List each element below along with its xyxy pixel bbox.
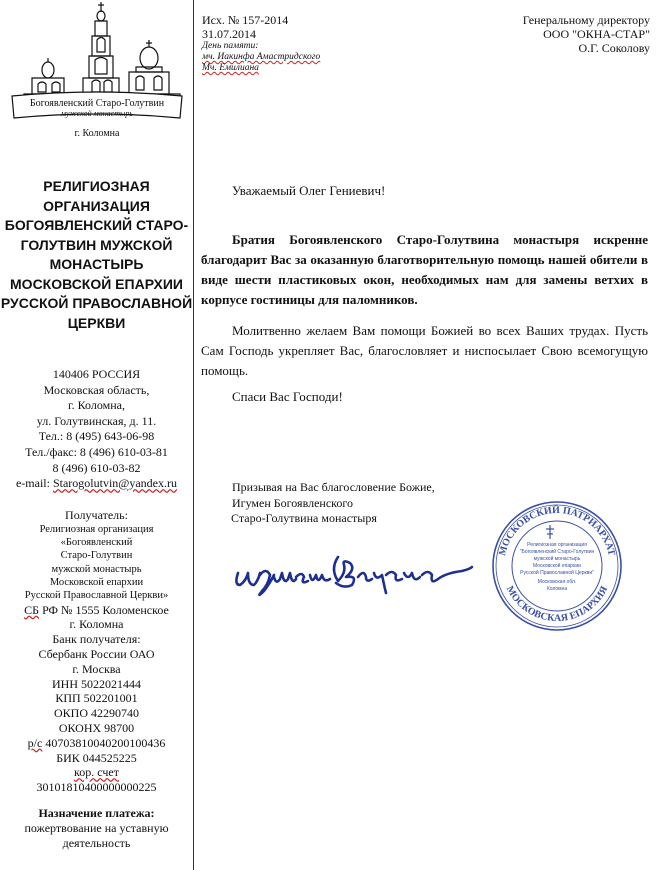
bank-city: г. Москва (72, 661, 121, 676)
svg-text:"Богоявленский Старо-Голутвин: "Богоявленский Старо-Голутвин (519, 549, 595, 555)
street: ул. Голутвинская, д. 11. (36, 413, 157, 428)
svg-text:мужской монастырь: мужской монастырь (60, 109, 134, 118)
recipient-org-line: Московской епархии (49, 576, 144, 588)
email-line: e-mail: Starogolutvin@yandex.ru (15, 476, 177, 491)
bik: БИК 044525225 (56, 750, 137, 765)
recipient-org-line: Религиозная организация (39, 523, 154, 535)
sberbank-branch: СБ РФ № 1555 Коломенское (24, 602, 169, 617)
closing-block (232, 480, 435, 527)
reference-date: 31.07.2014 (202, 27, 256, 41)
kpp: КПП 502201001 (55, 691, 138, 706)
svg-text:Коломна: Коломна (546, 586, 568, 592)
paragraph-blessing: Спаси Вас Господи! (232, 389, 343, 404)
svg-text:Московской епархии: Московской епархии (533, 563, 581, 569)
column-divider (193, 0, 194, 870)
addressee-position: Генеральному директору (522, 13, 650, 27)
bank-heading: Банк получателя: (52, 632, 141, 647)
addressee-name: О.Г. Соколову (578, 41, 650, 55)
postal-address (0, 367, 193, 492)
closing-line: Старо-Голутвина монастыря (231, 511, 377, 525)
monastery-logo (4, 0, 190, 142)
svg-text:Религиозная организация: Религиозная организация (527, 542, 587, 548)
org-title-line: МОСКОВСКОЙ ЕПАРХИИ (10, 275, 183, 292)
recipient-org-line: Русской Православной Церкви» (24, 590, 169, 602)
paragraph-gratitude: Братия Богоявленского Старо-Голутвина монастыря искренне благодарит Вас за оказанную благотворительную помощь нашей обители в виде шести пластиковых окон, необходимых нам для замены ветхих в корпусе гостиницы для паломников. (201, 232, 648, 307)
bank-details (0, 508, 193, 850)
org-title-line: РЕЛИГИОЗНАЯ (43, 178, 150, 194)
svg-text:МОСКОВСКАЯ ЕПАРХИЯ: МОСКОВСКАЯ ЕПАРХИЯ (503, 584, 611, 625)
corr-account-label: кор. счет (74, 765, 119, 780)
memory-label: День памяти: (202, 41, 259, 51)
sender-column (0, 0, 193, 870)
region: Московская область, (43, 382, 150, 397)
purpose-line: пожертвование на уставную (24, 820, 169, 835)
okpo: ОКПО 42290740 (53, 706, 139, 721)
zip-country: 140406 РОССИЯ (52, 367, 141, 381)
phone: Тел.: 8 (495) 643-06-98 (38, 429, 155, 444)
branch-city: г. Коломна (69, 617, 124, 632)
addressee-block (523, 13, 650, 55)
handwritten-signature (226, 545, 476, 605)
org-title-line: РУССКОЙ ПРАВОСЛАВНОЙ (0, 295, 193, 311)
recipient-org-line: Старо-Голутвин (60, 550, 133, 562)
org-title-line: МОНАСТЫРЬ (49, 256, 144, 272)
recipient-org-line: «Богоявленский (60, 537, 133, 549)
closing-line: Призывая на Вас благословение Божие, (232, 480, 435, 494)
letter-body (201, 230, 648, 407)
org-title-line: ЦЕРКВИ (67, 314, 126, 331)
email-link[interactable]: Starogolutvin@yandex.ru (52, 476, 177, 491)
phone-2: 8 (496) 610-03-82 (52, 460, 141, 475)
outgoing-reference (202, 13, 320, 74)
purpose-line: деятельность (62, 835, 131, 850)
svg-text:мужской монастырь: мужской монастырь (533, 556, 581, 562)
recipient-org-line: мужской монастырь (51, 563, 142, 575)
corr-account: 30101810400000000225 (36, 780, 157, 795)
phone-fax: Тел./факс: 8 (496) 610-03-81 (25, 444, 168, 459)
org-title-line: ОРГАНИЗАЦИЯ (43, 197, 150, 214)
svg-text:Московская обл.: Московская обл. (537, 579, 577, 585)
purpose-heading: Назначение платежа: (38, 805, 155, 820)
closing-line: Игумен Богоявленского (232, 495, 353, 510)
memory-saint: Мч. Емилиана (202, 63, 259, 73)
monastery-seal (490, 499, 624, 633)
settlement-account: р/с 40703810040200100436 (27, 735, 166, 750)
bank-name: Сбербанк России ОАО (38, 646, 155, 661)
city: г. Коломна, (68, 398, 125, 413)
svg-text:г. Коломна: г. Коломна (74, 128, 120, 139)
org-title-line: БОГОЯВЛЕНСКИЙ СТАРО- (4, 217, 189, 233)
memory-saint: мч. Иакинфа Амастридского (202, 52, 321, 62)
reference-number: Исх. № 157-2014 (202, 13, 289, 27)
svg-text:Богоявленский Старо-Голутвин: Богоявленский Старо-Голутвин (29, 98, 165, 109)
greeting: Уважаемый Олег Гениевич! (232, 183, 386, 198)
recipient-heading: Получатель: (65, 508, 128, 522)
inn: ИНН 5022021444 (52, 676, 141, 691)
organization-title (0, 177, 193, 333)
paragraph-wishes: Молитвенно желаем Вам помощи Божией во всех Ваших трудах. Пусть Сам Господь укрепляет Вас, благословляет и ниспосылает Свою всемогущую помощь. (201, 323, 648, 378)
svg-text:Русской Православной Церкви": Русской Православной Церкви" (520, 570, 594, 576)
okonh: ОКОНХ 98700 (58, 720, 135, 735)
addressee-company: ООО "ОКНА-СТАР" (543, 27, 650, 41)
svg-text:МОСКОВСКИЙ ПАТРИАРХАТ: МОСКОВСКИЙ ПАТРИАРХАТ (497, 504, 617, 557)
org-title-line: ГОЛУТВИН МУЖСКОЙ (20, 236, 173, 253)
